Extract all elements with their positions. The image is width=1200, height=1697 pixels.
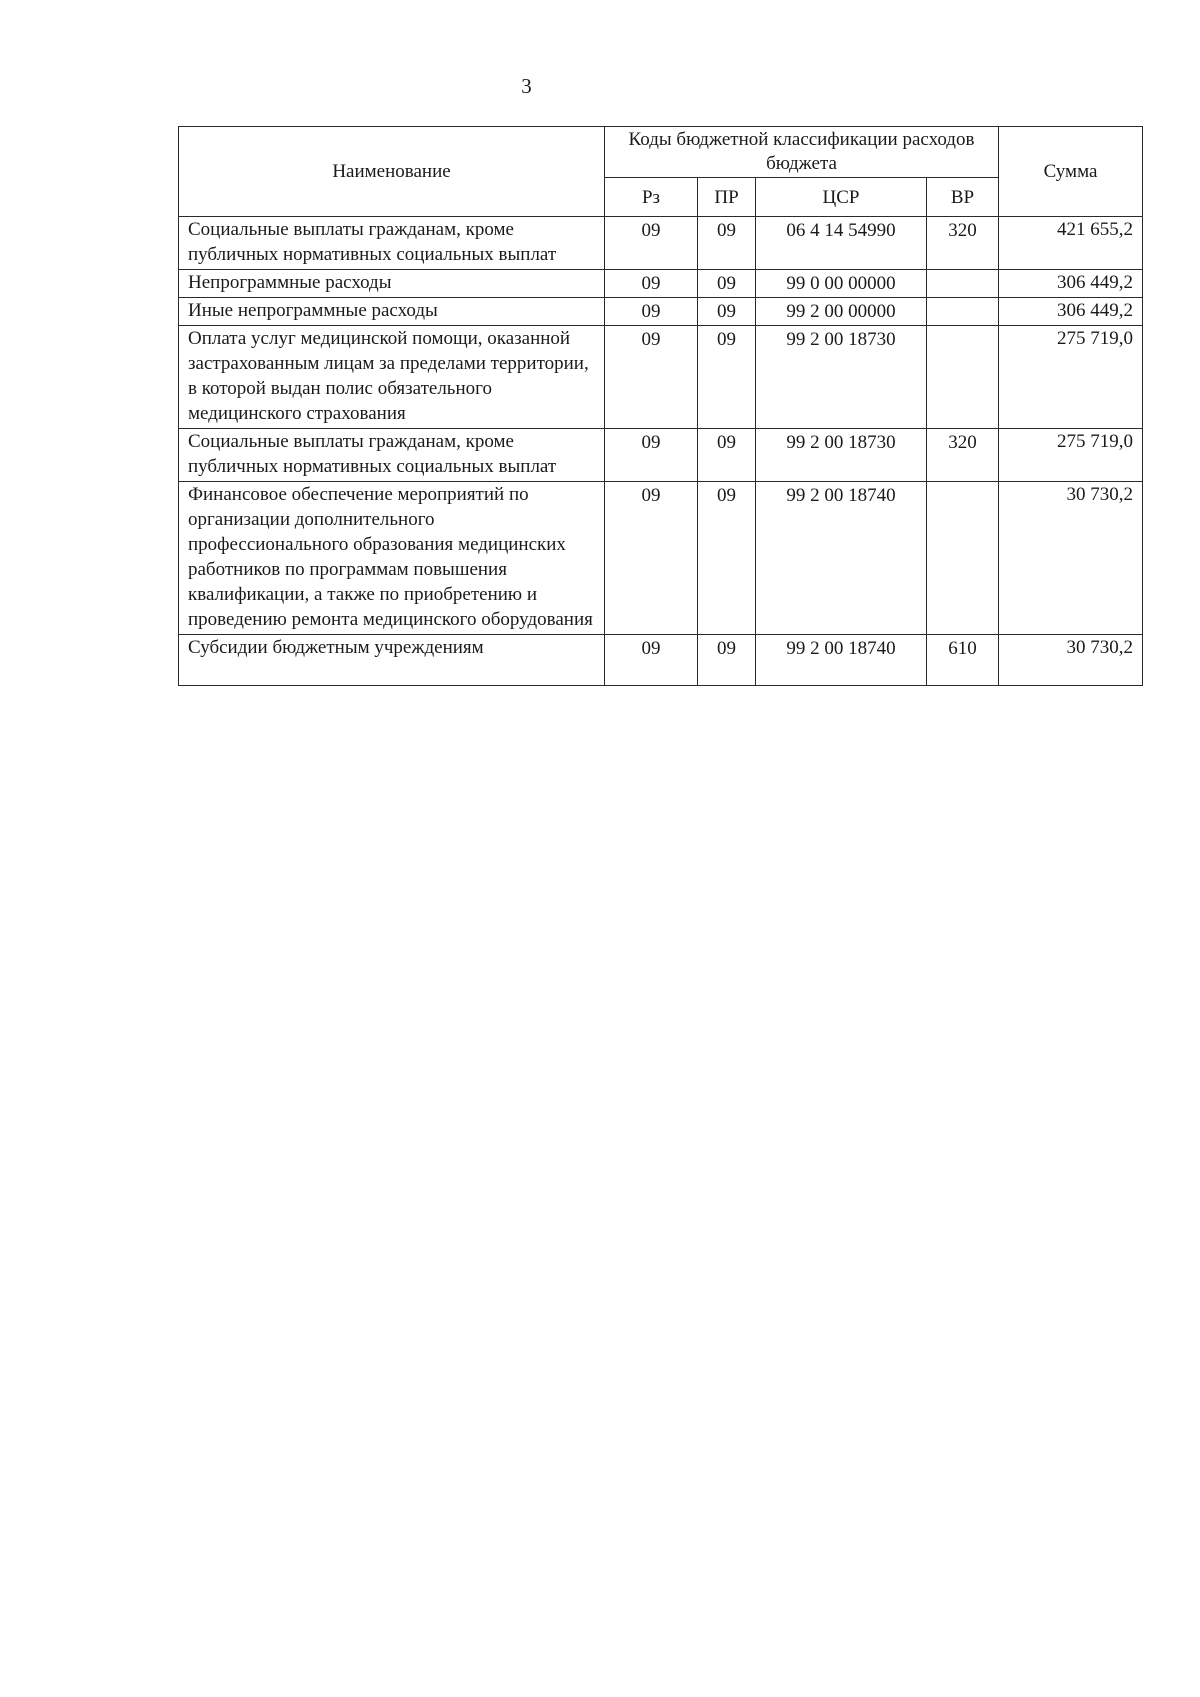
row-name: Социальные выплаты гражданам, кроме публичных нормативных социальных выплат xyxy=(179,217,605,270)
row-name: Финансовое обеспечение мероприятий по организации дополнительного профессионального образования медицинских работников по программам повышения квалификации, а также по приобретению и проведению ремонта медицинского оборудования xyxy=(179,482,605,635)
row-rz: 09 xyxy=(605,326,698,429)
row-name: Непрограммные расходы xyxy=(179,270,605,298)
row-rz: 09 xyxy=(605,429,698,482)
row-pr: 09 xyxy=(698,298,756,326)
budget-table xyxy=(178,126,1143,686)
header-vr: ВР xyxy=(927,178,999,217)
row-vr xyxy=(927,482,999,635)
row-rz: 09 xyxy=(605,217,698,270)
row-csr: 99 0 00 00000 xyxy=(756,270,927,298)
table-row xyxy=(179,635,1143,686)
header-codes-group: Коды бюджетной классификации расходов бюджета xyxy=(605,127,999,178)
row-rz: 09 xyxy=(605,635,698,686)
row-csr: 99 2 00 18740 xyxy=(756,635,927,686)
row-name: Субсидии бюджетным учреждениям xyxy=(179,635,605,686)
row-pr: 09 xyxy=(698,270,756,298)
row-csr: 06 4 14 54990 xyxy=(756,217,927,270)
table-row xyxy=(179,270,1143,298)
row-vr: 320 xyxy=(927,429,999,482)
row-sum: 275 719,0 xyxy=(999,429,1143,482)
row-csr: 99 2 00 18730 xyxy=(756,429,927,482)
header-name: Наименование xyxy=(179,127,605,217)
header-sum: Сумма xyxy=(999,127,1143,217)
row-pr: 09 xyxy=(698,482,756,635)
table-row xyxy=(179,429,1143,482)
row-sum: 30 730,2 xyxy=(999,635,1143,686)
row-csr: 99 2 00 00000 xyxy=(756,298,927,326)
table-row xyxy=(179,326,1143,429)
row-sum: 275 719,0 xyxy=(999,326,1143,429)
row-rz: 09 xyxy=(605,482,698,635)
table-body xyxy=(179,217,1143,686)
row-vr: 610 xyxy=(927,635,999,686)
row-pr: 09 xyxy=(698,217,756,270)
row-name: Иные непрограммные расходы xyxy=(179,298,605,326)
row-csr: 99 2 00 18730 xyxy=(756,326,927,429)
row-name: Социальные выплаты гражданам, кроме публичных нормативных социальных выплат xyxy=(179,429,605,482)
row-pr: 09 xyxy=(698,635,756,686)
page-number: 3 xyxy=(521,74,532,98)
header-rz: Рз xyxy=(605,178,698,217)
row-rz: 09 xyxy=(605,270,698,298)
row-sum: 306 449,2 xyxy=(999,298,1143,326)
row-vr xyxy=(927,270,999,298)
header-pr: ПР xyxy=(698,178,756,217)
row-name: Оплата услуг медицинской помощи, оказанной застрахованным лицам за пределами территории, в которой выдан полис обязательного медицинского страхования xyxy=(179,326,605,429)
row-pr: 09 xyxy=(698,326,756,429)
row-vr: 320 xyxy=(927,217,999,270)
row-rz: 09 xyxy=(605,298,698,326)
row-vr xyxy=(927,298,999,326)
row-sum: 421 655,2 xyxy=(999,217,1143,270)
table-row xyxy=(179,482,1143,635)
table-row xyxy=(179,298,1143,326)
row-pr: 09 xyxy=(698,429,756,482)
header-csr: ЦСР xyxy=(756,178,927,217)
table-header xyxy=(179,127,1143,217)
table-row xyxy=(179,217,1143,270)
row-vr xyxy=(927,326,999,429)
row-sum: 306 449,2 xyxy=(999,270,1143,298)
row-csr: 99 2 00 18740 xyxy=(756,482,927,635)
row-sum: 30 730,2 xyxy=(999,482,1143,635)
